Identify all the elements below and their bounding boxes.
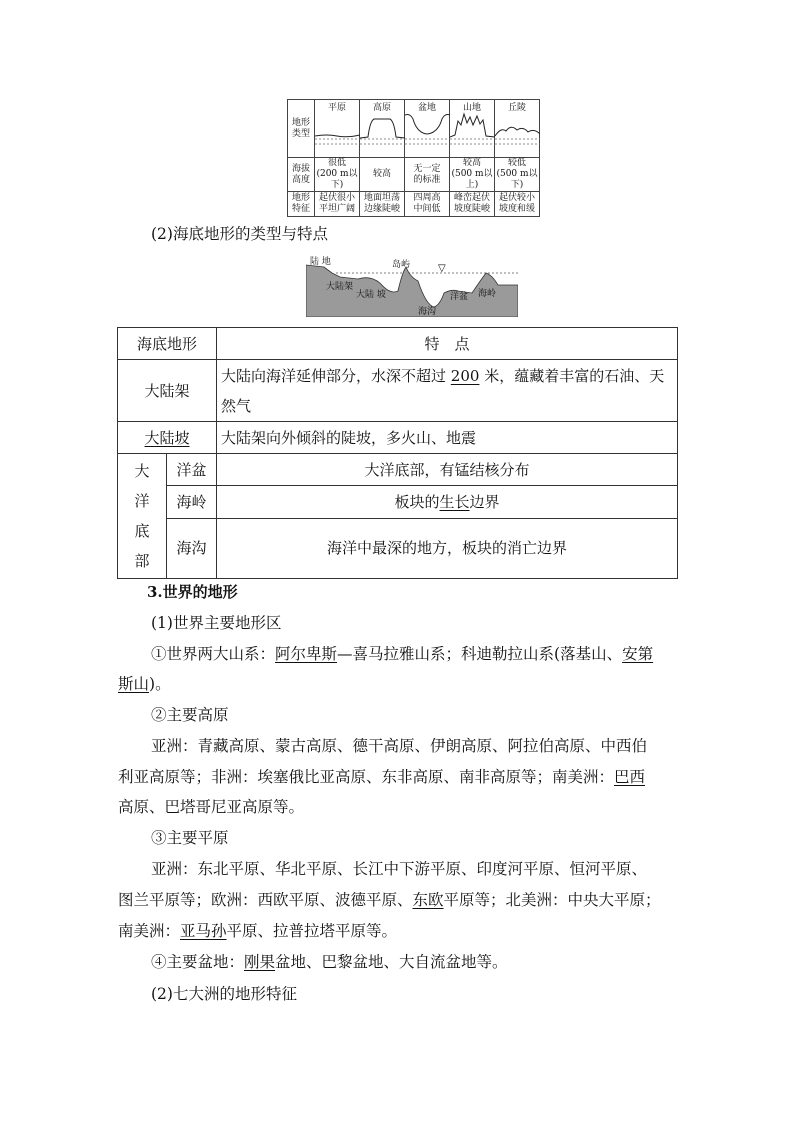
ocean-floor-char: 底 [134, 522, 150, 540]
section-title: 3.世界的地形 [147, 583, 238, 601]
landform-col-mountain [450, 100, 495, 158]
row-trench-text: 海洋中最深的地方，板块的消亡边界 [217, 518, 678, 578]
landform-name: 丘陵 [507, 103, 526, 113]
shelf-text-post: 米，蕴藏着丰富的石油、天然气 [221, 366, 665, 415]
row-label-feature: 地形 特征 [288, 192, 315, 217]
feature-cell: 四周高 中间低 [405, 192, 450, 217]
hill-profile [495, 99, 540, 157]
row-label-altitude: 海拔 高度 [288, 158, 315, 192]
feature-cell: 地面坦荡 边缘陡峻 [360, 192, 405, 217]
label-land: 陆 地 [310, 257, 331, 267]
text: 南美洲： [118, 922, 181, 940]
mountain-profile [450, 99, 495, 157]
plains-title: ③主要平原 [151, 829, 229, 847]
ocean-floor-label [118, 454, 167, 579]
text: 平原等；北美洲：中央大平原； [443, 891, 661, 909]
text: 平原、拉普拉塔平原等。 [226, 922, 398, 940]
plateaus-line-3: 高原、巴塔哥尼亚高原等。 [118, 798, 305, 816]
feature-cell: 起伏较小 坡度和缓 [495, 192, 540, 217]
label-basin: 洋盆 [450, 292, 469, 302]
text: —喜马拉雅山系；科迪勒拉山系(落基山、 [337, 645, 623, 663]
text: 盆地、巴黎盆地、大自流盆地等。 [275, 953, 508, 971]
underlined-term: 安第 [622, 645, 654, 663]
subsection-seven-continents: (2)七大洲的地形特征 [151, 985, 297, 1003]
underlined-term: 斯山 [118, 675, 150, 693]
row-ridge-name: 海岭 [167, 486, 217, 518]
plains-line-1: 亚洲：东北平原、华北平原、长江中下游平原、印度河平原、恒河平原、 [151, 860, 648, 878]
basin-profile [405, 99, 450, 157]
landform-name: 高原 [372, 103, 391, 113]
row-trench-name: 海沟 [167, 518, 217, 578]
landform-name: 平原 [327, 103, 346, 113]
row-label-type: 地形 类型 [288, 100, 315, 158]
row-shelf-text [217, 360, 678, 422]
ocean-floor-char: 大 [134, 462, 150, 480]
basins-line [151, 952, 508, 972]
landform-col-plain [315, 100, 360, 158]
plains-line-2 [118, 890, 661, 910]
underlined-term: 东欧 [412, 891, 444, 909]
row-basin-text: 大洋底部，有锰结核分布 [217, 454, 678, 486]
ocean-floor-char: 部 [134, 552, 150, 570]
subsection-main-landforms: (1)世界主要地形区 [151, 614, 282, 632]
landform-col-basin [405, 100, 450, 158]
label-trench: 海沟 [418, 307, 437, 317]
text: 利亚高原等；非洲：埃塞俄比亚高原、东非高原、南非高原等；南美洲： [118, 768, 615, 786]
feature-cell: 起伏很小 平坦广阔 [315, 192, 360, 217]
row-slope-name [118, 422, 217, 454]
plains-line-3 [118, 921, 397, 941]
altitude-cell: 较高 (500 m以上) [451, 158, 493, 190]
ridge-text-pre: 板块的 [394, 492, 440, 511]
plateaus-title: ②主要高原 [151, 706, 229, 724]
seabed-landform-table [117, 327, 678, 579]
landform-col-plateau [360, 100, 405, 158]
plateau-profile [360, 99, 405, 157]
text: ④主要盆地： [151, 953, 245, 971]
label-shelf: 大陆架 [326, 282, 354, 292]
underlined-term: 刚果 [244, 953, 276, 971]
ridge-text-underlined: 生长 [439, 492, 470, 511]
mountains-line-2 [118, 674, 171, 694]
landform-col-hill [495, 100, 540, 158]
landform-name: 盆地 [417, 103, 436, 113]
landform-name: 山地 [462, 103, 481, 113]
altitude-cell: 较高 [360, 158, 405, 192]
label-ridge: 海岭 [478, 289, 497, 299]
row-shelf-name: 大陆架 [118, 360, 217, 422]
plateaus-line-2 [118, 767, 645, 787]
shelf-depth-value: 200 [450, 366, 480, 385]
shelf-text-pre: 大陆向海洋延伸部分，水深不超过 [221, 366, 451, 385]
label-island: 岛屿 [392, 260, 411, 270]
altitude-cell: 很低 (200 m以下) [316, 158, 358, 190]
row-slope-text: 大陆架向外倾斜的陡坡，多火山、地震 [217, 422, 678, 454]
seabed-heading: (2)海底地形的类型与特点 [151, 225, 328, 243]
header-type: 海底地形 [118, 328, 217, 360]
water-level-icon: ▽ [438, 263, 446, 274]
slope-name-text: 大陆坡 [144, 428, 190, 447]
underlined-term: 亚马孙 [180, 922, 227, 940]
altitude-cell: 无一定 的标准 [405, 158, 450, 192]
header-feature: 特 点 [217, 328, 678, 360]
seabed-profile-figure [306, 255, 518, 317]
ridge-text-post: 边界 [469, 492, 500, 511]
landform-types-table [287, 99, 540, 214]
mountains-line-1 [151, 644, 653, 664]
underlined-term: 巴西 [614, 768, 646, 786]
row-basin-name: 洋盆 [167, 454, 217, 486]
plateaus-line-1: 亚洲：青藏高原、蒙古高原、德干高原、伊朗高原、阿拉伯高原、中西伯 [151, 737, 648, 755]
row-ridge-text [217, 486, 678, 518]
ocean-floor-char: 洋 [134, 492, 150, 510]
altitude-cell: 较低 (500 m以下) [496, 158, 538, 190]
text: )。 [149, 675, 171, 693]
feature-cell: 峰峦起伏 坡度陡峻 [450, 192, 495, 217]
underlined-term: 阿尔卑斯 [275, 645, 338, 663]
plain-profile [315, 99, 360, 157]
label-slope: 大陆 坡 [356, 290, 386, 300]
text: ①世界两大山系： [151, 645, 276, 663]
text: 图兰平原等；欧洲：西欧平原、波德平原、 [118, 891, 413, 909]
